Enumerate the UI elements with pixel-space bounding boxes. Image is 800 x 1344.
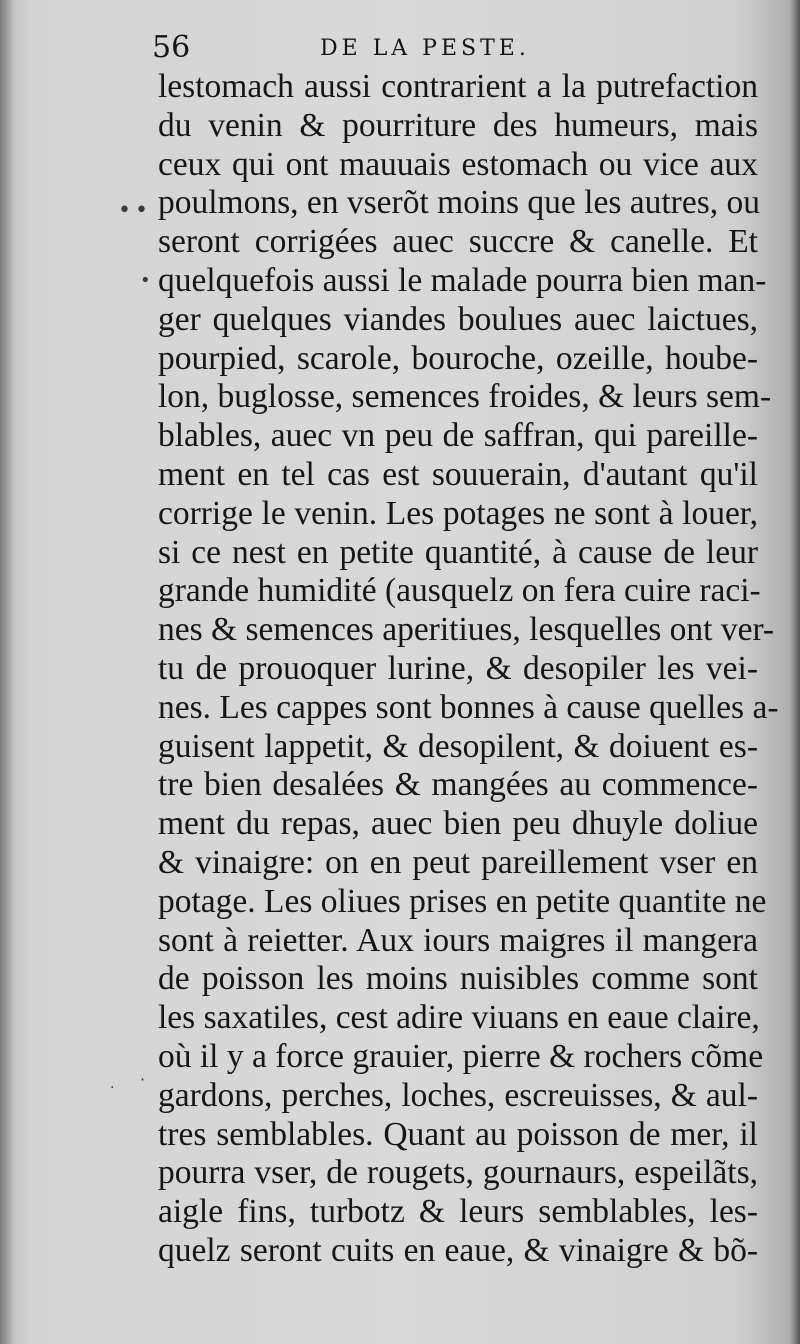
margin-mark: · — [140, 1070, 146, 1089]
text-line: lon, buglosse, semences froides, & leurs sem- — [158, 378, 772, 416]
text-line: tres semblables. Quant au poisson de mer, il — [158, 1115, 758, 1153]
text-line: grande humidité (ausquelz on fera cuire raci- — [158, 572, 761, 610]
text-line: pourpied, scarole, bouroche, ozeille, hoube- — [158, 339, 758, 377]
text-line: seront corrigées auec succre & canelle. Et — [158, 223, 758, 261]
text-line: lestomach aussi contrarient a la putrefaction — [158, 68, 758, 105]
text-line: corrige le venin. Les potages ne sont à louer, — [158, 494, 758, 532]
text-line: gardons, perches, loches, escreuisses, & aul- — [158, 1076, 758, 1114]
text-line: blables, auec vn peu de saffran, qui pareille- — [158, 417, 758, 455]
body-text — [158, 68, 779, 1271]
text-line: nes & semences aperitiues, lesquelles ont ver- — [158, 611, 775, 649]
margin-mark: •• — [118, 198, 152, 223]
text-line: nes. Les cappes sont bonnes à cause quelles a- — [158, 688, 779, 726]
margin-mark: • — [140, 270, 151, 291]
text-line: potage. Les oliues prises en petite quantite ne — [158, 882, 767, 920]
text-line: où il y a force grauier, pierre & rochers cõme — [158, 1037, 764, 1075]
text-line: quelquefois aussi le malade pourra bien man- — [158, 261, 767, 299]
page-header — [150, 30, 600, 70]
running-title: DE LA PESTE. — [320, 36, 530, 61]
text-line: guisent lappetit, & desopilent, & doiuent es- — [158, 727, 758, 765]
text-line: de poisson les moins nuisibles comme sont — [158, 960, 758, 998]
text-line: ceux qui ont mauuais estomach ou vice aux — [158, 145, 758, 183]
text-line: aigle fins, turbotz & leurs semblables, les- — [158, 1193, 758, 1231]
text-line: quelz seront cuits en eaue, & vinaigre & bõ- — [158, 1231, 758, 1269]
text-line: tre bien desalées & mangées au commence- — [158, 766, 758, 804]
text-line: si ce nest en petite quantité, à cause de leur — [158, 533, 758, 571]
margin-mark: · — [110, 1080, 115, 1096]
text-line: & vinaigre: on en peut pareillement vser en — [158, 843, 758, 881]
text-line: ger quelques viandes boulues auec laictues, — [158, 300, 758, 338]
text-line: ment en tel cas est souuerain, d'autant qu'il — [158, 455, 758, 493]
page-number: 56 — [152, 30, 191, 65]
text-line: pourra vser, de rougets, gournaurs, espeilãts, — [158, 1154, 758, 1192]
text-line: sont à reietter. Aux iours maigres il mangera — [158, 921, 758, 959]
text-line: ment du repas, auec bien peu dhuyle doliue — [158, 805, 758, 843]
text-line: du venin & pourriture des humeurs, mais — [158, 106, 758, 144]
text-line: les saxatiles, cest adire viuans en eaue claire, — [158, 999, 760, 1037]
text-line: poulmons, en vserõt moins que les autres, ou — [158, 184, 760, 222]
text-line: tu de prouoquer lurine, & desopiler les vei- — [158, 649, 758, 687]
